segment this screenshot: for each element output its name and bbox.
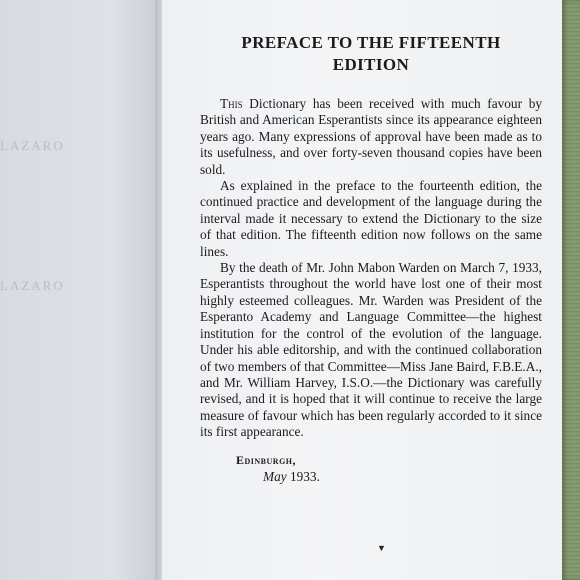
paragraph-1 <box>200 96 542 178</box>
paragraph-3: By the death of Mr. John Mabon Warden on March 7, 1933, Esperantists throughout the world have lost one of their most highly esteemed colleagues. Mr. Warden was President of the Esperanto Academy and Language Committee—the highest institution for the control of the evolution of the language. Under his able editorship, and with the continued collaboration of two members of that Committee—Miss Jane Baird, F.B.E.A., and Mr. William Harvey, I.S.O.—the Dictionary was carefully revised, and it is hoped that it will continue to receive the large measure of favour which has been regularly accorded to it since its first appearance. <box>200 260 542 440</box>
date-year: 1933. <box>289 468 320 484</box>
green-cover-edge <box>562 0 580 580</box>
left-page <box>0 0 160 580</box>
title-line-1: PREFACE TO THE FIFTEENTH <box>241 33 501 52</box>
paragraph-1-body: Dictionary has been received with much favour by British and American Esperantists since its appearance eighteen years ago. Many expressions of approval have been made as to its usefulness, and over forty-seven thousand copies have been sold. <box>200 96 542 177</box>
page-signature-mark: ▼ <box>377 543 386 553</box>
title-line-2: EDITION <box>332 55 410 74</box>
preface-section <box>200 32 542 485</box>
signature-place: Edinburgh, <box>236 452 297 467</box>
left-page-bleed-text: LAZARO <box>0 138 65 153</box>
paragraph-1-lead: This <box>220 96 243 111</box>
date-month: May <box>263 468 287 484</box>
preface-title <box>200 32 542 76</box>
left-page-bleed-text: LAZARO <box>0 278 65 293</box>
paragraph-2: As explained in the preface to the fourteenth edition, the continued practice and development of the language during the interval made it necessary to extend the Dictionary to the size of that edition. The fifteenth edition now follows on the same lines. <box>200 178 542 259</box>
signature-date <box>263 469 542 485</box>
